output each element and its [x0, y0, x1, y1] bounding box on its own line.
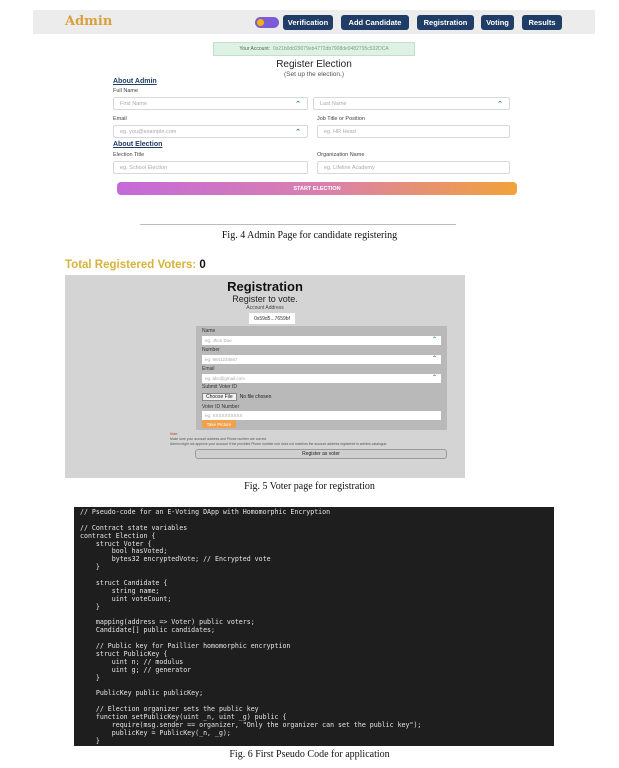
code-line: // Public key for Paillier homomorphic encryption: [80, 642, 291, 651]
code-line: }: [80, 673, 100, 682]
registration-title: Registration: [227, 279, 303, 294]
submit-voter-id-label: Submit Voter ID: [202, 384, 238, 390]
no-file-chosen-text: No file chosen: [239, 393, 272, 400]
code-line: struct Voter {: [80, 539, 152, 548]
code-line: require(msg.sender == organizer, "Only the organizer can set the public key");: [80, 721, 422, 730]
voter-id-number-placeholder: eg. XXXXXXXXXX: [205, 413, 243, 418]
figure-6-caption: Fig. 6 First Pseudo Code for application: [229, 749, 390, 760]
code-line: }: [80, 563, 100, 572]
account-label: Your Account:: [239, 46, 270, 52]
figure-divider: [140, 224, 456, 225]
organization-name-input[interactable]: [317, 161, 510, 174]
voter-email-label: Email: [202, 366, 215, 372]
voter-id-number-input[interactable]: [202, 411, 441, 420]
total-registered-value: 0: [199, 259, 206, 271]
email-label: Email: [113, 116, 127, 122]
admin-brand: Admin: [65, 14, 113, 29]
pseudo-code-block: [74, 507, 554, 746]
note-line-1: Make sure your account address and Phone number are correct.: [170, 437, 268, 441]
nav-verification-button[interactable]: Verification: [283, 15, 333, 30]
registration-form: [196, 326, 447, 430]
code-line: contract Election {: [80, 531, 156, 540]
code-line: uint voteCount;: [80, 594, 172, 603]
nav-add-candidate-button[interactable]: Add Candidate: [341, 15, 409, 30]
code-line: function setPublicKey(uint _n, uint _g) public {: [80, 713, 287, 722]
account-banner: [213, 42, 415, 56]
take-picture-button[interactable]: Take Picture: [202, 420, 236, 428]
election-title-placeholder: eg. School Election: [120, 164, 168, 171]
note-line-2: Admin might not approve your account if the provided Phone number nub does not matches the account address registered in admins catalogue.: [170, 442, 388, 446]
total-registered-voters: [65, 259, 206, 271]
code-line: uint n; // modulus: [80, 657, 184, 666]
code-line: PublicKey public publicKey;: [80, 689, 204, 698]
code-line: mapping(address => Voter) public voters;: [80, 618, 255, 627]
first-name-placeholder: First Name: [120, 100, 147, 107]
voter-email-input[interactable]: [202, 374, 441, 383]
admin-page-screenshot: [33, 10, 595, 215]
code-line: bytes32 encryptedVote; // Encrypted vote: [80, 555, 271, 564]
account-address: 0x21b0dd29079eb4772db7908de9482795c532DCA: [273, 46, 389, 52]
figure-5-caption: Fig. 5 Voter page for registration: [244, 481, 375, 492]
last-name-input[interactable]: [313, 97, 510, 110]
chevron-up-icon: ⌃: [497, 101, 503, 108]
code-line: // Pseudo-code for an E-Voting DApp with Homomorphic Encryption: [80, 508, 331, 516]
voter-email-placeholder: eg. abc@gmail.com: [205, 376, 245, 381]
start-election-button[interactable]: START ELECTION: [117, 182, 517, 195]
last-name-placeholder: Last Name: [320, 100, 347, 107]
figure-4-caption: Fig. 4 Admin Page for candidate registering: [221, 230, 398, 241]
full-name-label: Full Name: [113, 88, 139, 94]
first-name-input[interactable]: [113, 97, 308, 110]
voter-id-number-label: Voter ID Number: [202, 404, 240, 410]
register-election-title: Register Election: [276, 59, 352, 70]
code-line: struct PublicKey {: [80, 650, 168, 659]
code-line: Candidate[] public candidates;: [80, 626, 215, 635]
code-line: string name;: [80, 586, 160, 595]
register-as-voter-button[interactable]: Register as voter: [195, 449, 447, 459]
register-election-subtitle: (Set up the election.): [284, 71, 344, 78]
voter-id-file-input[interactable]: [202, 392, 271, 401]
chevron-up-icon: ⌃: [295, 101, 301, 108]
code-line: bool hasVoted;: [80, 547, 168, 556]
account-address-value: 0x59d5...7659bf: [249, 313, 295, 324]
number-input[interactable]: [202, 355, 441, 364]
code-line: uint g; // generator: [80, 665, 192, 674]
code-line: // Election organizer sets the public key: [80, 705, 259, 714]
nav-voting-button[interactable]: Voting: [481, 15, 514, 30]
total-registered-label: Total Registered Voters:: [65, 259, 197, 271]
voter-registration-panel: [65, 275, 465, 478]
number-placeholder: eg. 9841234567: [205, 357, 238, 362]
job-title-placeholder: eg. HR Head: [324, 128, 356, 135]
email-input[interactable]: [113, 125, 308, 138]
name-input[interactable]: [202, 336, 441, 345]
code-line: }: [80, 736, 100, 745]
number-label: Number: [202, 347, 220, 353]
admin-navbar: [33, 10, 595, 34]
name-placeholder: eg. Jhon Doe: [205, 338, 232, 343]
note-title: Note:: [170, 432, 179, 436]
name-label: Name: [202, 328, 216, 334]
email-placeholder: eg. you@example.com: [120, 128, 177, 135]
code-line: struct Candidate {: [80, 579, 168, 588]
choose-file-button[interactable]: Choose File: [202, 393, 237, 401]
election-title-label: Election Title: [113, 152, 145, 158]
nav-results-button[interactable]: Results: [522, 15, 562, 30]
chevron-up-icon: ⌃: [431, 375, 437, 381]
chevron-up-icon: ⌃: [431, 337, 437, 343]
job-title-input[interactable]: [317, 125, 510, 138]
job-title-label: Job Title or Position: [317, 116, 365, 122]
code-line: }: [80, 602, 100, 611]
registration-subtitle: Register to vote.: [232, 294, 298, 304]
code-line: // Contract state variables: [80, 523, 188, 532]
about-election-heading: About Election: [113, 141, 163, 148]
organization-name-label: Organization Name: [317, 152, 365, 158]
organization-name-placeholder: eg. Lifeline Academy: [324, 164, 375, 171]
account-address-label: Account Address: [246, 305, 284, 311]
chevron-up-icon: ⌃: [431, 356, 437, 362]
code-line: publicKey = PublicKey(_n, _g);: [80, 728, 231, 737]
toggle-switch-icon[interactable]: [255, 17, 279, 28]
nav-registration-button[interactable]: Registration: [417, 15, 474, 30]
election-title-input[interactable]: [113, 161, 308, 174]
about-admin-heading: About Admin: [113, 78, 157, 85]
chevron-up-icon: ⌃: [295, 129, 301, 136]
